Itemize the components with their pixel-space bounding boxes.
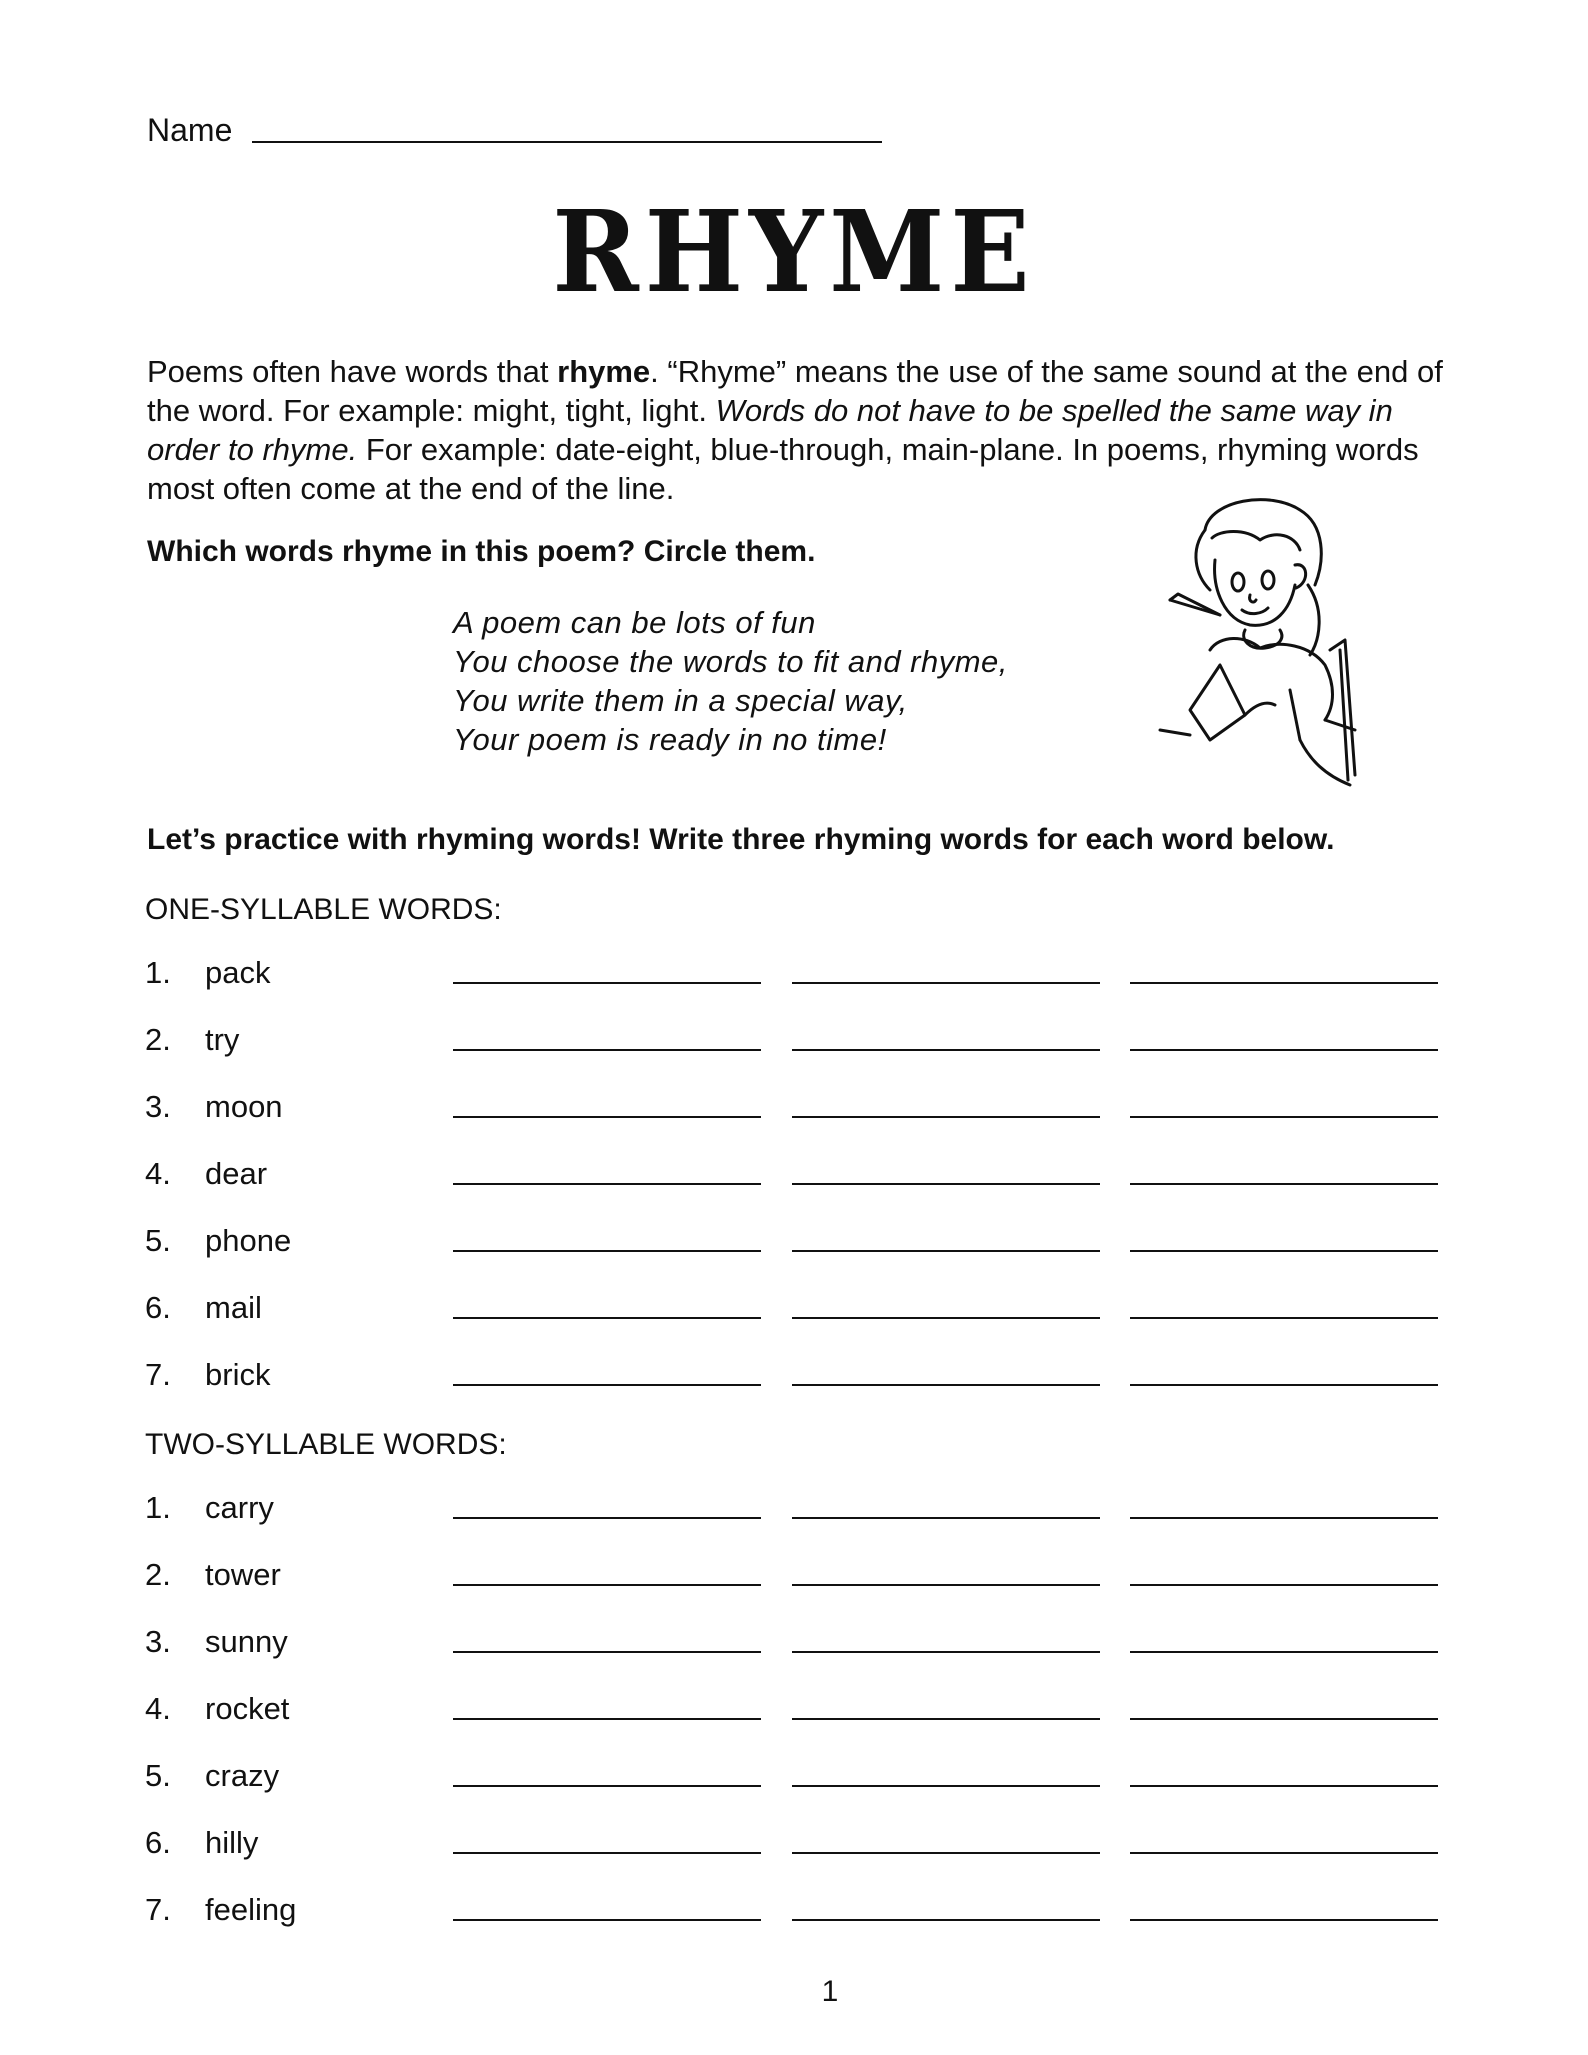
name-row <box>147 112 882 149</box>
list-item <box>145 1490 1445 1557</box>
answer-blank[interactable] <box>453 1049 761 1051</box>
answer-blank[interactable] <box>792 982 1100 984</box>
answer-blank[interactable] <box>1130 982 1438 984</box>
list-item <box>145 955 1445 1022</box>
intro-text-4: For example: date-eight, blue-through, main-plane. In poems, rhyming words most often come at the end of the line. <box>147 432 1419 506</box>
poem-line: You write them in a special way, <box>453 683 908 718</box>
answer-blank[interactable] <box>453 1718 761 1720</box>
answer-blank[interactable] <box>453 1317 761 1319</box>
item-number: 1. <box>145 955 171 990</box>
answer-blank[interactable] <box>453 1384 761 1386</box>
answer-blank[interactable] <box>1130 1517 1438 1519</box>
answer-blank[interactable] <box>453 982 761 984</box>
answer-blank[interactable] <box>453 1584 761 1586</box>
answer-blank[interactable] <box>453 1852 761 1854</box>
item-number: 2. <box>145 1022 171 1057</box>
answer-blank[interactable] <box>1130 1584 1438 1586</box>
answer-blank[interactable] <box>1130 1919 1438 1921</box>
item-word: brick <box>205 1357 271 1392</box>
answer-blank[interactable] <box>792 1919 1100 1921</box>
answer-blank[interactable] <box>792 1116 1100 1118</box>
item-number: 5. <box>145 1758 171 1793</box>
girl-writing-illustration <box>1150 490 1370 790</box>
list-item <box>145 1892 1445 1959</box>
answer-blank[interactable] <box>1130 1718 1438 1720</box>
list-item <box>145 1357 1445 1424</box>
answer-blank[interactable] <box>1130 1651 1438 1653</box>
item-number: 6. <box>145 1825 171 1860</box>
item-number: 7. <box>145 1892 171 1927</box>
intro-text-2: . “Rhyme” means the use of the same sound at the end of the word. For example: might, tight, light. <box>147 354 1443 428</box>
poem-line: Your poem is ready in no time! <box>453 722 887 757</box>
list-item <box>145 1624 1445 1691</box>
intro-bold-rhyme: rhyme <box>557 354 651 389</box>
list-item <box>145 1557 1445 1624</box>
name-label: Name <box>147 112 233 148</box>
item-number: 5. <box>145 1223 171 1258</box>
answer-blank[interactable] <box>792 1384 1100 1386</box>
poem-line: A poem can be lots of fun <box>453 605 816 640</box>
answer-blank[interactable] <box>453 1183 761 1185</box>
answer-blank[interactable] <box>792 1049 1100 1051</box>
instruction-practice: Let’s practice with rhyming words! Write three rhyming words for each word below. <box>147 823 1335 856</box>
item-number: 4. <box>145 1691 171 1726</box>
answer-blank[interactable] <box>1130 1183 1438 1185</box>
answer-blank[interactable] <box>792 1250 1100 1252</box>
answer-blank[interactable] <box>1130 1384 1438 1386</box>
list-item <box>145 1290 1445 1357</box>
item-word: feeling <box>205 1892 297 1927</box>
answer-blank[interactable] <box>1130 1852 1438 1854</box>
item-number: 7. <box>145 1357 171 1392</box>
item-word: rocket <box>205 1691 290 1726</box>
answer-blank[interactable] <box>1130 1785 1438 1787</box>
one-syllable-list <box>145 955 1445 1424</box>
two-syllable-list <box>145 1490 1445 1959</box>
page-title: RHYME <box>552 185 1036 318</box>
name-blank-line[interactable] <box>252 140 882 143</box>
answer-blank[interactable] <box>1130 1317 1438 1319</box>
intro-italic-note: Words do not have to be spelled the same way in order to rhyme. <box>147 393 1393 467</box>
item-word: dear <box>205 1156 268 1191</box>
one-syllable-label: ONE-SYLLABLE WORDS: <box>145 893 502 926</box>
answer-blank[interactable] <box>1130 1250 1438 1252</box>
list-item <box>145 1691 1445 1758</box>
item-number: 3. <box>145 1089 171 1124</box>
list-item <box>145 1022 1445 1089</box>
answer-blank[interactable] <box>453 1785 761 1787</box>
answer-blank[interactable] <box>453 1116 761 1118</box>
item-word: tower <box>205 1557 281 1592</box>
answer-blank[interactable] <box>1130 1116 1438 1118</box>
answer-blank[interactable] <box>792 1718 1100 1720</box>
answer-blank[interactable] <box>792 1183 1100 1185</box>
answer-blank[interactable] <box>453 1517 761 1519</box>
item-word: pack <box>205 955 271 990</box>
intro-text-1: Poems often have words that <box>147 354 558 389</box>
item-word: moon <box>205 1089 283 1124</box>
item-number: 6. <box>145 1290 171 1325</box>
list-item <box>145 1089 1445 1156</box>
answer-blank[interactable] <box>453 1250 761 1252</box>
item-number: 4. <box>145 1156 171 1191</box>
answer-blank[interactable] <box>792 1785 1100 1787</box>
item-word: carry <box>205 1490 274 1525</box>
answer-blank[interactable] <box>792 1852 1100 1854</box>
item-word: sunny <box>205 1624 288 1659</box>
item-word: hilly <box>205 1825 259 1860</box>
intro-paragraph <box>147 352 1447 508</box>
answer-blank[interactable] <box>792 1584 1100 1586</box>
list-item <box>145 1156 1445 1223</box>
answer-blank[interactable] <box>1130 1049 1438 1051</box>
item-word: crazy <box>205 1758 280 1793</box>
item-number: 1. <box>145 1490 171 1525</box>
list-item <box>145 1825 1445 1892</box>
page-number: 1 <box>821 1975 839 2008</box>
answer-blank[interactable] <box>792 1517 1100 1519</box>
answer-blank[interactable] <box>792 1317 1100 1319</box>
poem-line: You choose the words to fit and rhyme, <box>453 644 1008 679</box>
two-syllable-label: TWO-SYLLABLE WORDS: <box>145 1428 507 1461</box>
item-word: try <box>205 1022 240 1057</box>
list-item <box>145 1223 1445 1290</box>
poem <box>453 603 1008 759</box>
answer-blank[interactable] <box>792 1651 1100 1653</box>
list-item <box>145 1758 1445 1825</box>
instruction-circle-rhymes: Which words rhyme in this poem? Circle them. <box>147 535 816 568</box>
item-word: mail <box>205 1290 262 1325</box>
item-number: 3. <box>145 1624 171 1659</box>
item-word: phone <box>205 1223 292 1258</box>
answer-blank[interactable] <box>453 1919 761 1921</box>
answer-blank[interactable] <box>453 1651 761 1653</box>
item-number: 2. <box>145 1557 171 1592</box>
